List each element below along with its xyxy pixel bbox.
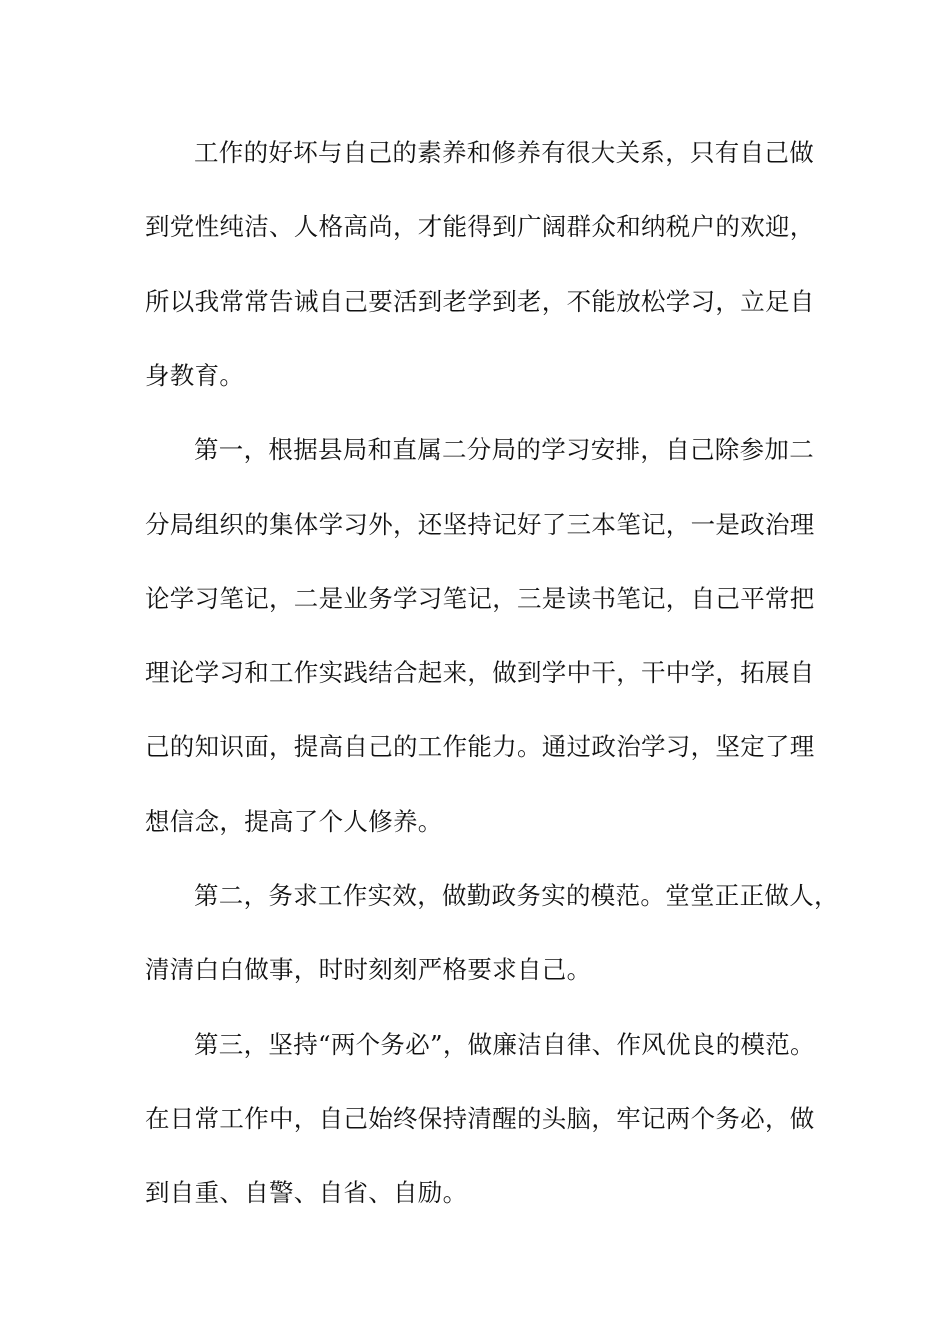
paragraph-1-line-1: 工作的好坏与自己的素养和修养有很大关系，只有自己做 xyxy=(194,138,814,167)
paragraph-4-line-3: 到自重、自警、自省、自励。 xyxy=(145,1178,468,1207)
paragraph-1-line-4: 身教育。 xyxy=(145,361,245,390)
paragraph-1-line-3: 所以我常常告诫自己要活到老学到老，不能放松学习，立足自 xyxy=(145,287,815,316)
paragraph-3-line-1: 第二，务求工作实效，做勤政务实的模范。堂堂正正做人， xyxy=(194,881,839,910)
paragraph-2-line-4: 理论学习和工作实践结合起来，做到学中干，干中学，拓展自 xyxy=(145,658,815,687)
paragraph-2-line-5: 己的知识面，提高自己的工作能力。通过政治学习，坚定了理 xyxy=(145,732,815,761)
paragraph-2-line-2: 分局组织的集体学习外，还坚持记好了三本笔记，一是政治理 xyxy=(145,510,815,539)
paragraph-4-line-1: 第三，坚持“两个务必”，做廉洁自律、作风优良的模范。 xyxy=(194,1030,815,1059)
paragraph-2-line-3: 论学习笔记，二是业务学习笔记，三是读书笔记，自己平常把 xyxy=(145,584,815,613)
paragraph-2-line-6: 想信念，提高了个人修养。 xyxy=(145,807,443,836)
paragraph-3-line-2: 清清白白做事，时时刻刻严格要求自己。 xyxy=(145,955,592,984)
paragraph-2-line-1: 第一，根据县局和直属二分局的学习安排，自己除参加二 xyxy=(194,435,814,464)
paragraph-1-line-2: 到党性纯洁、人格高尚，才能得到广阔群众和纳税户的欢迎， xyxy=(145,212,815,241)
paragraph-4-line-2: 在日常工作中，自己始终保持清醒的头脑，牢记两个务必，做 xyxy=(145,1104,815,1133)
